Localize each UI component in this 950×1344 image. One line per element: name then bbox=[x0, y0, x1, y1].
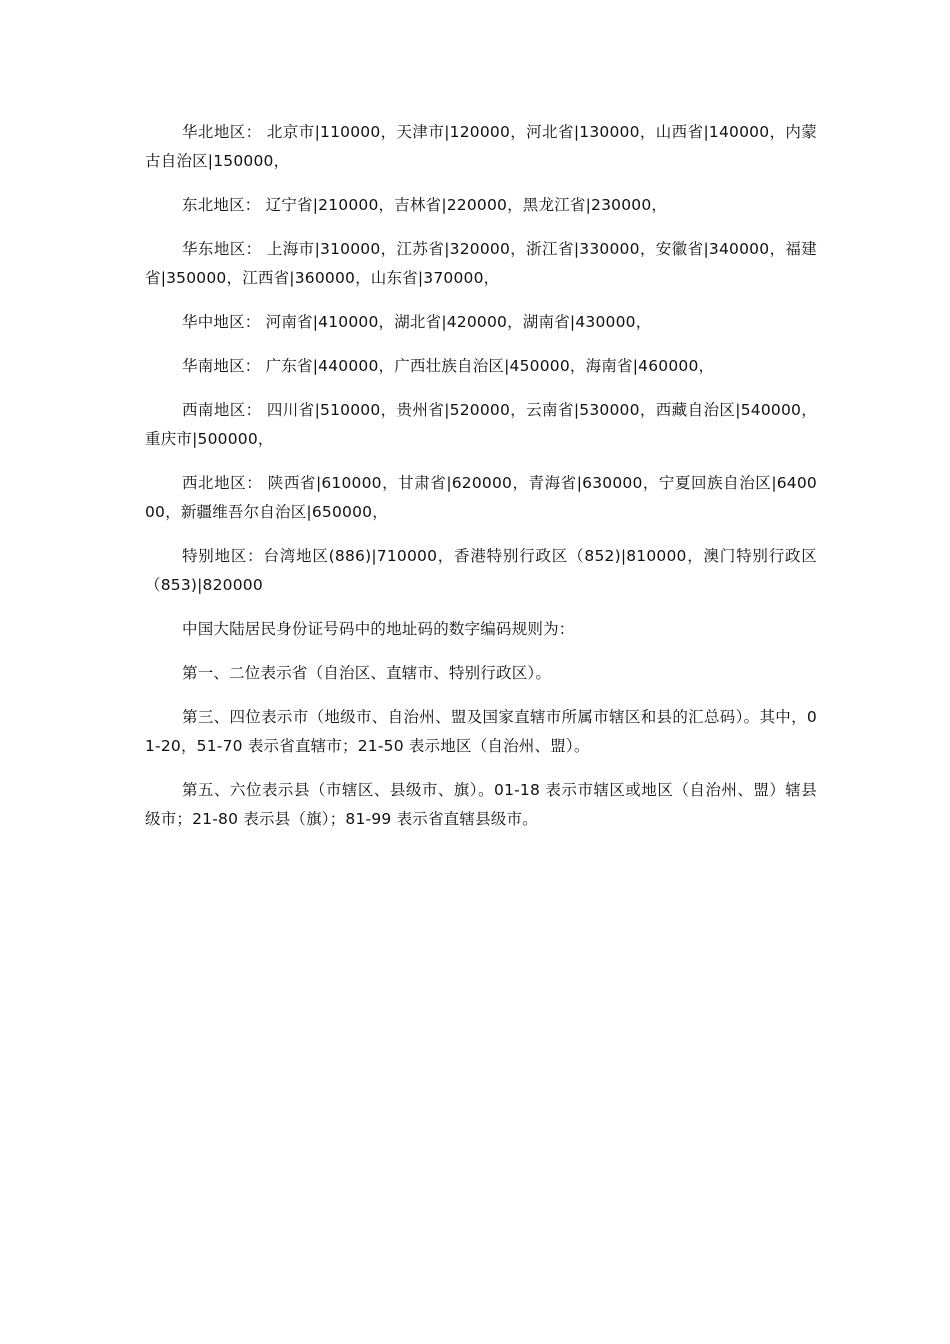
region-southwest: 西南地区： 四川省|510000，贵州省|520000，云南省|530000，西藏自治区|540000，重庆市|500000， bbox=[145, 401, 817, 448]
encoding-rule-intro: 中国大陆居民身份证号码中的地址码的数字编码规则为： bbox=[182, 620, 575, 638]
region-northeast: 东北地区： 辽宁省|210000，吉林省|220000，黑龙江省|230000， bbox=[182, 196, 668, 214]
region-east-china: 华东地区： 上海市|310000，江苏省|320000，浙江省|330000，安徽省|340000，福建省|350000，江西省|360000，山东省|370000， bbox=[145, 240, 817, 287]
region-north-china: 华北地区： 北京市|110000，天津市|120000，河北省|130000，山西省|140000，内蒙古自治区|150000， bbox=[145, 123, 817, 170]
region-south-china: 华南地区： 广东省|440000，广西壮族自治区|450000，海南省|460000， bbox=[182, 357, 715, 375]
region-central-china: 华中地区： 河南省|410000，湖北省|420000，湖南省|430000， bbox=[182, 313, 652, 331]
encoding-rule-digits-5-6: 第五、六位表示县（市辖区、县级市、旗）。01-18 表示市辖区或地区（自治州、盟）辖县级市；21-80 表示县（旗）；81-99 表示省直辖县级市。 bbox=[145, 781, 817, 828]
document-body bbox=[145, 118, 817, 849]
region-special: 特别地区：台湾地区(886)|710000，香港特别行政区（852)|810000，澳门特别行政区（853)|820000 bbox=[145, 547, 817, 594]
encoding-rule-digits-1-2: 第一、二位表示省（自治区、直辖市、特别行政区）。 bbox=[182, 664, 552, 682]
region-northwest: 西北地区： 陕西省|610000，甘肃省|620000，青海省|630000，宁夏回族自治区|640000，新疆维吾尔自治区|650000， bbox=[145, 474, 817, 521]
encoding-rule-digits-3-4: 第三、四位表示市（地级市、自治州、盟及国家直辖市所属市辖区和县的汇总码）。其中，01-20，51-70 表示省直辖市；21-50 表示地区（自治州、盟）。 bbox=[145, 708, 817, 755]
